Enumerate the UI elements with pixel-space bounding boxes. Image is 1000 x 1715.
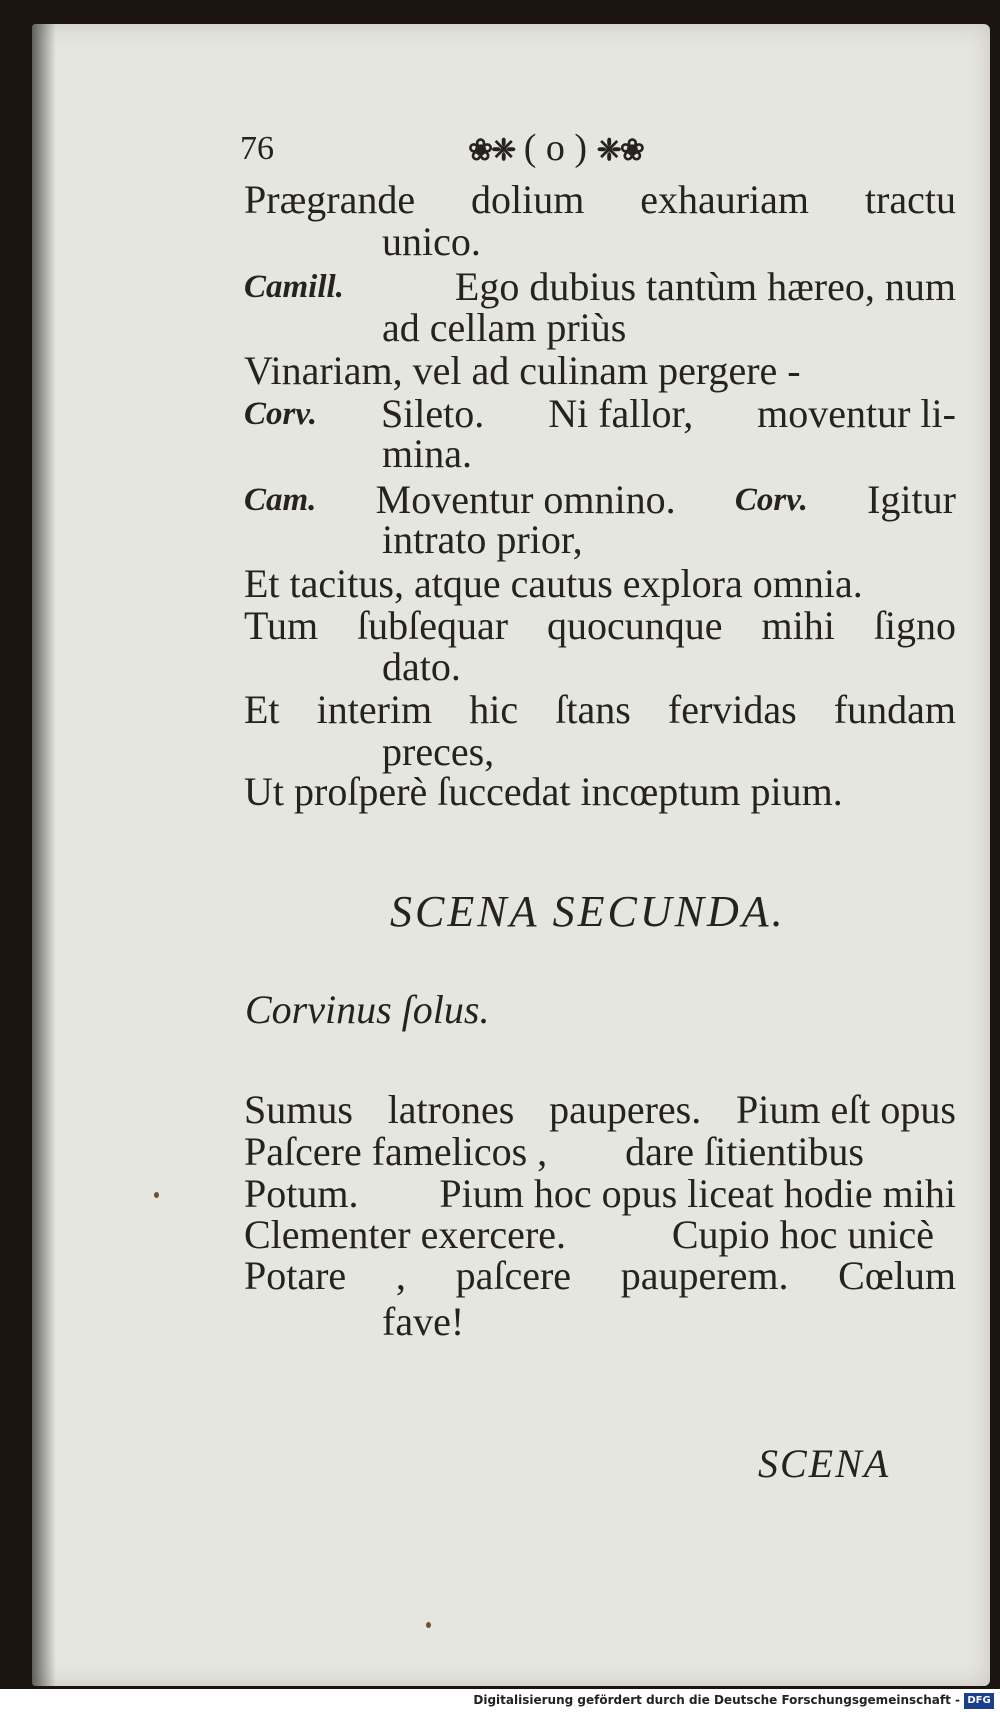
word: Et (244, 687, 280, 732)
verse-text: dare ſitientibus (625, 1129, 864, 1174)
verse-line (244, 604, 956, 648)
word: ſubſequar (357, 603, 509, 648)
verse-text: Pium hoc opus liceat hodie mihi (439, 1171, 956, 1216)
word: hic (469, 687, 519, 732)
verse-line: Et tacitus, atque cautus explora omnia. (244, 561, 863, 606)
word: paſcere (455, 1253, 572, 1298)
dfg-logo: DFG (964, 1693, 994, 1709)
footer-credit: Digitalisierung gefördert durch die Deutsche Forschungsgemeinschaft - (473, 1693, 960, 1707)
book-gutter-shadow (32, 24, 56, 1686)
verse-text: Clementer exercere. (244, 1212, 567, 1257)
running-head-text: ( o ) (523, 127, 588, 169)
word: ſtans (555, 687, 631, 732)
verse-text: Pium eſt opus (735, 1087, 956, 1132)
word: interim (316, 687, 433, 732)
verse-line: dato. (382, 644, 461, 689)
verse-text: Moventur omnino. (375, 477, 676, 522)
speaker-label: Camill. (244, 269, 344, 305)
word: Igitur (867, 477, 956, 522)
verse-line: ad cellam priùs (382, 305, 627, 350)
verse-line: fave! (382, 1299, 465, 1344)
page-number: 76 (240, 130, 274, 167)
verse-text: Paſcere famelicos , (244, 1129, 548, 1174)
word: Potum. (244, 1171, 359, 1216)
verse-line (244, 392, 956, 436)
speaker-label: Corv. (244, 396, 318, 432)
verse-line (244, 178, 956, 222)
left-fleuron-ornament: ❀❈ (468, 134, 515, 167)
word: pauperes. (549, 1087, 702, 1132)
word: fervidas (667, 687, 797, 732)
word: tractu (864, 177, 956, 222)
catchword: SCENA (758, 1441, 891, 1486)
verse-line: mina. (382, 431, 472, 476)
running-head (468, 126, 643, 170)
word: exhauriam (640, 177, 810, 222)
verse-line (244, 688, 956, 732)
word: Prægrande (244, 177, 416, 222)
speaker-label: Corv. (734, 482, 808, 518)
verse-line: unico. (382, 219, 481, 264)
ink-speck (154, 1192, 159, 1198)
word: , (395, 1253, 406, 1298)
verse-line (244, 265, 956, 309)
word: Cœlum (838, 1253, 956, 1298)
digitization-footer (0, 1689, 1000, 1715)
speaker-heading: Corvinus ſolus. (245, 987, 490, 1032)
word: dolium (470, 177, 585, 222)
word: pauperem. (620, 1253, 789, 1298)
word: moventur li- (757, 391, 956, 436)
word: Ni fallor, (548, 391, 694, 436)
verse-line (244, 1130, 864, 1174)
verse-line: preces, (382, 729, 495, 774)
verse-line: Vinariam, vel ad culinam pergere - (244, 348, 801, 393)
speaker-label: Cam. (244, 482, 317, 518)
verse-line (244, 1254, 956, 1298)
verse-line: Ut proſperè ſuccedat incœptum pium. (244, 769, 843, 814)
word: latrones (387, 1087, 515, 1132)
word: fundam (833, 687, 956, 732)
word: mihi (761, 603, 835, 648)
verse-text: Ego dubius tantùm hæreo, num (454, 264, 956, 309)
verse-line: intrato prior, (382, 517, 583, 562)
word: Sumus (244, 1087, 353, 1132)
verse-line (244, 1172, 956, 1216)
verse-text: Cupio hoc unicè (671, 1212, 934, 1257)
verse-line (244, 478, 956, 522)
word: quocunque (547, 603, 723, 648)
right-fleuron-ornament: ❈❀ (596, 134, 643, 167)
verse-line (244, 1088, 956, 1132)
word: ſigno (873, 603, 956, 648)
verse-line (244, 1213, 934, 1257)
word: Tum (244, 603, 319, 648)
ink-speck (426, 1622, 431, 1628)
scene-title: SCENA SECUNDA. (390, 887, 786, 936)
word: Potare (244, 1253, 347, 1298)
word: Sileto. (380, 391, 485, 436)
